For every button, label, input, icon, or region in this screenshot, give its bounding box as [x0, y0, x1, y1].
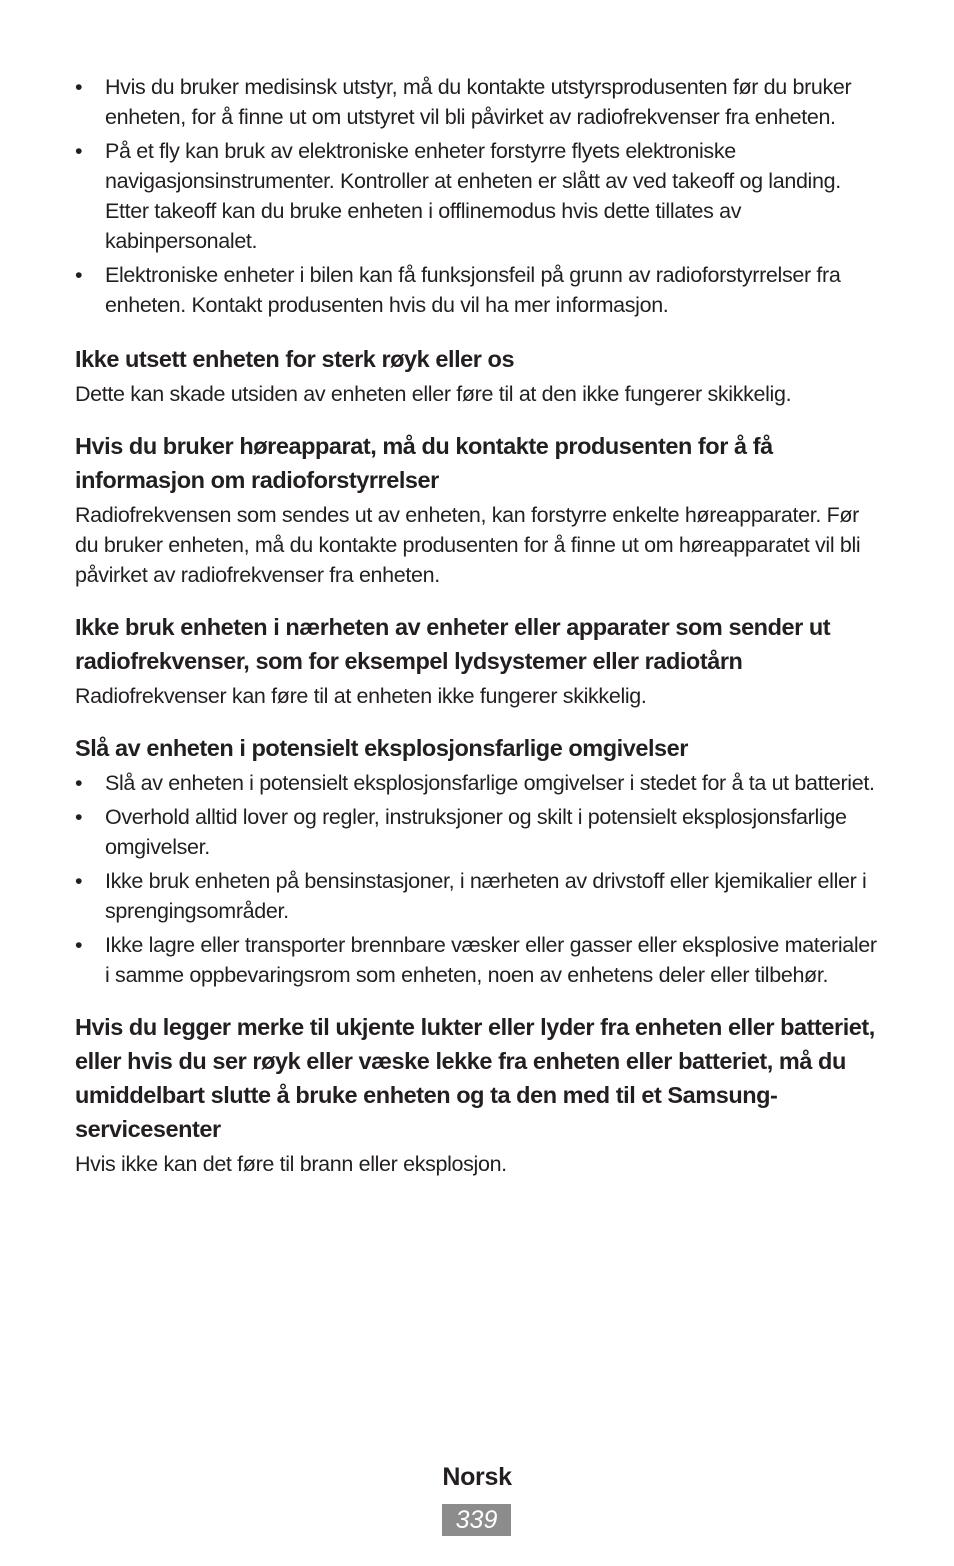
section-heading: Hvis du bruker høreapparat, må du kontakte produsenten for å få informasjon om radioforstyrrelser [75, 433, 773, 493]
section-heading: Slå av enheten i potensielt eksplosjonsfarlige omgivelser [75, 735, 688, 761]
section-body: Radiofrekvensen som sendes ut av enheten, kan forstyrre enkelte høreapparater. Før du bruker enheten, må du kontakte produsenten for å finne ut om høreapparatet vil bli påvirket av radiofrekvenser fra enheten. [75, 503, 861, 587]
page-content [75, 72, 885, 1179]
section-hearing-aid [75, 429, 885, 590]
section-radio-sources [75, 610, 885, 711]
section-heading: Hvis du legger merke til ukjente lukter eller lyder fra enheten eller batteriet, eller hvis du ser røyk eller væske lekke fra enheten eller batteriet, må du umiddelbart slutte å bruke enheten og ta den med til et Samsung-servicesenter [75, 1014, 875, 1142]
list-item: • Hvis du bruker medisinsk utstyr, må du kontakte utstyrsprodusenten før du bruker enheten, for å finne ut om utstyret vil bli påvirket av radiofrekvenser fra enheten. [75, 72, 885, 132]
list-item: • Ikke bruk enheten på bensinstasjoner, i nærheten av drivstoff eller kjemikalier eller i sprengingsområder. [75, 866, 885, 926]
section-smoke [75, 342, 885, 409]
explosive-bullet-list [75, 768, 885, 990]
page-number: 339 [442, 1504, 511, 1536]
section-body: Dette kan skade utsiden av enheten eller føre til at den ikke fungerer skikkelig. [75, 382, 792, 406]
intro-bullet-list [75, 72, 885, 320]
list-item: • Overhold alltid lover og regler, instruksjoner og skilt i potensielt eksplosjonsfarlige omgivelser. [75, 802, 885, 862]
section-explosive [75, 731, 885, 990]
list-item: • Slå av enheten i potensielt eksplosjonsfarlige omgivelser i stedet for å ta ut batteriet. [75, 768, 885, 798]
list-item: • På et fly kan bruk av elektroniske enheter forstyrre flyets elektroniske navigasjonsinstrumenter. Kontroller at enheten er slått av ved takeoff og landing. Etter takeoff kan du bruke enheten i offlinemodus hvis dette tillates av kabinpersonalet. [75, 136, 885, 256]
section-heading: Ikke utsett enheten for sterk røyk eller os [75, 346, 515, 372]
section-body: Radiofrekvenser kan føre til at enheten ikke fungerer skikkelig. [75, 684, 647, 708]
footer-language: Norsk [442, 1463, 512, 1491]
section-heading: Ikke bruk enheten i nærheten av enheter eller apparater som sender ut radiofrekvenser, som for eksempel lydsystemer eller radiotårn [75, 614, 831, 674]
list-item: • Ikke lagre eller transporter brennbare væsker eller gasser eller eksplosive materialer i samme oppbevaringsrom som enheten, noen av enhetens deler eller tilbehør. [75, 930, 885, 990]
list-item: • Elektroniske enheter i bilen kan få funksjonsfeil på grunn av radioforstyrrelser fra enheten. Kontakt produsenten hvis du vil ha mer informasjon. [75, 260, 885, 320]
section-odd-smells [75, 1010, 885, 1179]
section-body: Hvis ikke kan det føre til brann eller eksplosjon. [75, 1152, 507, 1176]
